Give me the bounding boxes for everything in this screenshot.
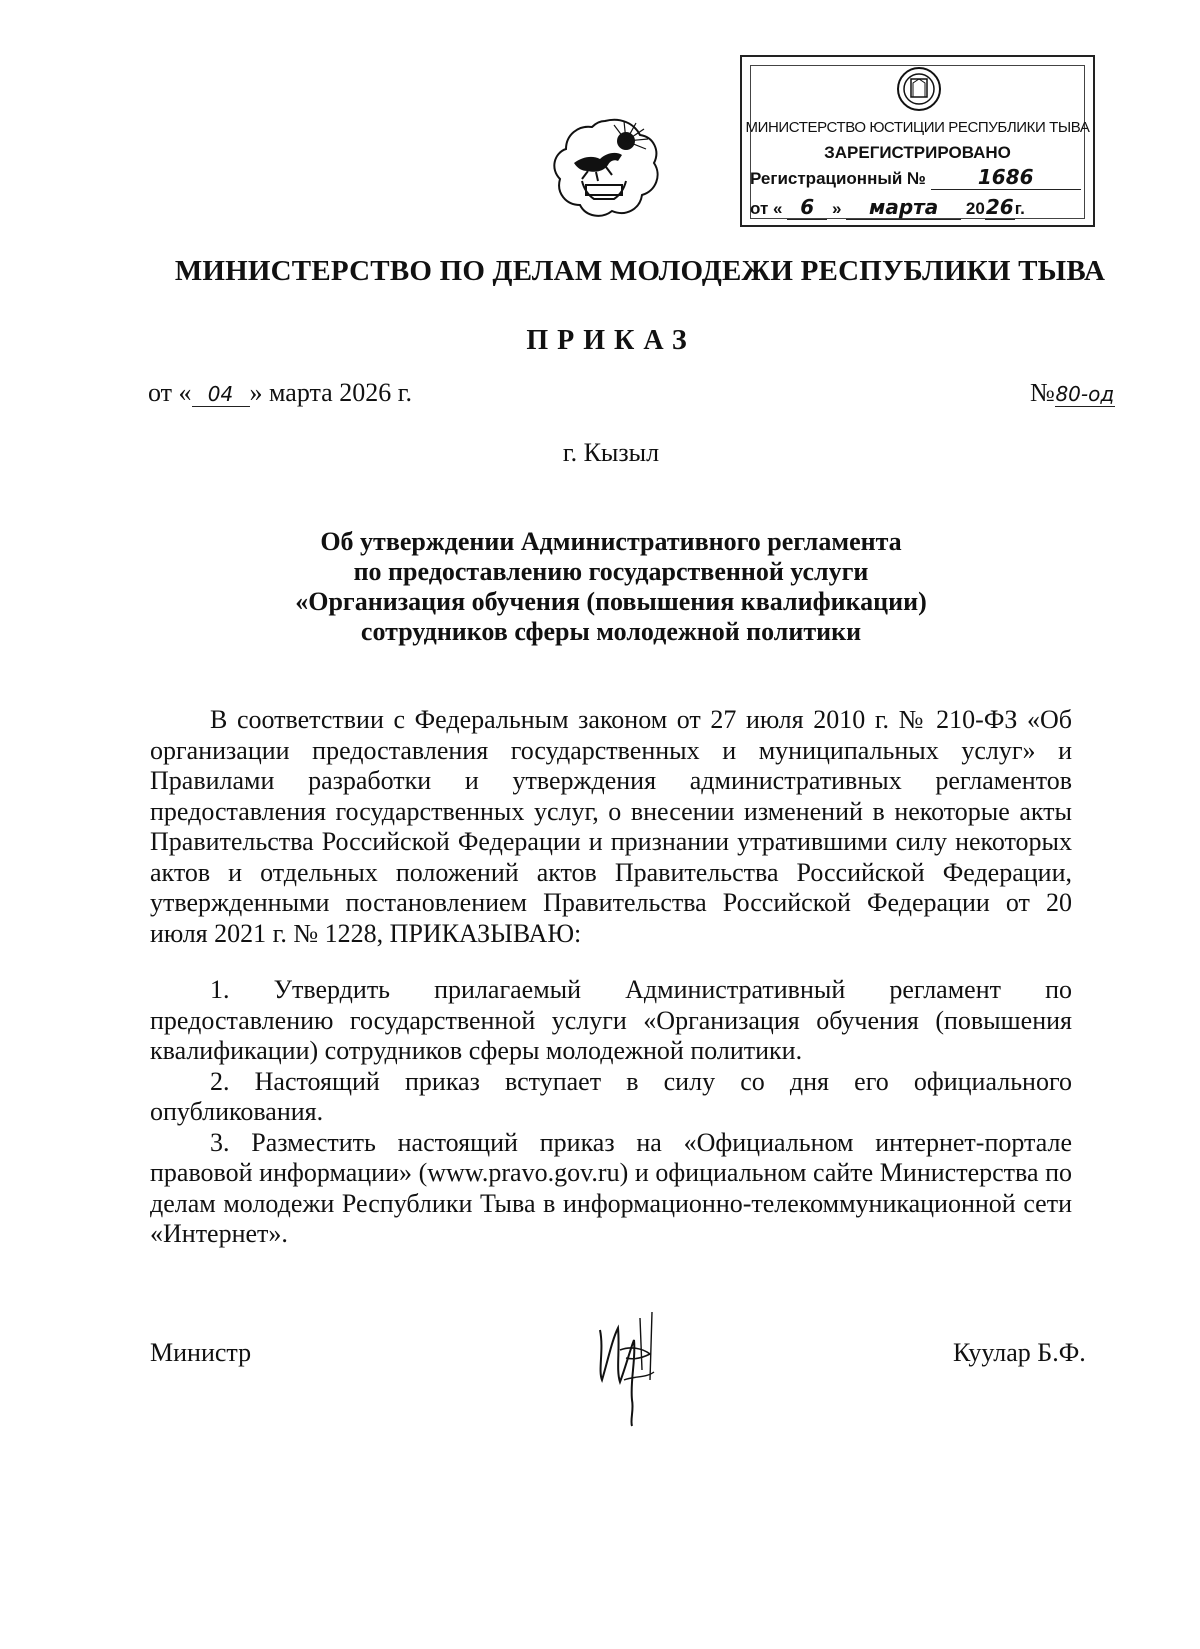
order-date-day: 04 <box>192 382 250 407</box>
stamp-reg-label: Регистрационный № <box>750 169 926 188</box>
order-date-suffix: » марта 2026 г. <box>249 378 412 407</box>
registration-stamp <box>740 55 1095 227</box>
order-item-1: 1. Утвердить прилагаемый Административный регламент по предоставлению государственной услуги «Организация обучения (повышения квалификации) сотрудников сферы молодежной политики. <box>150 975 1072 1065</box>
coat-of-arms-emblem <box>548 115 663 220</box>
stamp-emblem-icon <box>894 65 944 113</box>
stamp-date-day: 6 <box>787 195 827 220</box>
order-number <box>1030 378 1115 408</box>
city: г. Кызыл <box>562 438 660 467</box>
stamp-reg-number-handwritten: 1686 <box>931 165 1081 190</box>
order-number-prefix: № <box>1030 378 1055 407</box>
ministry-heading: МИНИСТЕРСТВО ПО ДЕЛАМ МОЛОДЕЖИ РЕСПУБЛИКИ ТЫВА <box>174 255 1106 287</box>
title-line-1: Об утверждении Административного регламента <box>320 527 902 556</box>
title-line-2: по предоставлению государственной услуги <box>353 557 869 586</box>
stamp-date-month: марта <box>846 195 961 220</box>
stamp-date <box>750 195 1075 220</box>
stamp-year-end: г. <box>1014 199 1025 218</box>
title-line-3: «Организация обучения (повышения квалификации) <box>295 587 927 616</box>
document-type-heading: ПРИКАЗ <box>526 325 696 356</box>
stamp-date-prefix: от « <box>750 199 783 218</box>
order-item-2: 2. Настоящий приказ вступает в силу со дня его официального опубликования. <box>150 1066 1072 1126</box>
stamp-date-quote: » <box>831 199 842 218</box>
order-date-prefix: от « <box>148 378 192 407</box>
order-item-3: 3. Разместить настоящий приказ на «Официальном интернет-портале правовой информации» (www.pravo.gov.ru) и официальном сайте Министерства по делам молодежи Республики Тыва в информационно-телекоммуникационной сети «Интернет». <box>150 1127 1072 1248</box>
stamp-registered-label: ЗАРЕГИСТРИРОВАНО <box>824 143 1011 162</box>
order-date <box>148 378 412 408</box>
order-number-value: 80-од <box>1055 382 1115 406</box>
signatory-name: Куулар Б.Ф. <box>953 1338 1086 1367</box>
stamp-ministry-name: МИНИСТЕРСТВО ЮСТИЦИИ РЕСПУБЛИКИ ТЫВА <box>745 119 1090 136</box>
preamble-paragraph: В соответствии с Федеральным законом от 27 июля 2010 г. № 210-ФЗ «Об организации предоставления государственных и муниципальных услуг» и Правилами разработки и утверждения административных регламентов предоставления государственных услуг, о внесении изменений в некоторые акты Правительства Российской Федерации и признании утратившими силу некоторых актов и отдельных положений актов Правительства Российской Федерации, утвержденными постановлением Правительства Российской Федерации от 20 июля 2021 г. № 1228, ПРИКАЗЫВАЮ: <box>150 705 1072 948</box>
order-items <box>150 975 1072 1250</box>
signatory-position: Министр <box>150 1338 252 1367</box>
stamp-year-prefix: 20 <box>965 199 985 218</box>
title-line-4: сотрудников сферы молодежной политики <box>360 617 862 646</box>
document-title <box>150 527 1072 647</box>
handwritten-signature <box>590 1310 670 1430</box>
stamp-registration-number <box>750 165 1081 190</box>
stamp-year-suffix: 26 <box>985 195 1014 219</box>
